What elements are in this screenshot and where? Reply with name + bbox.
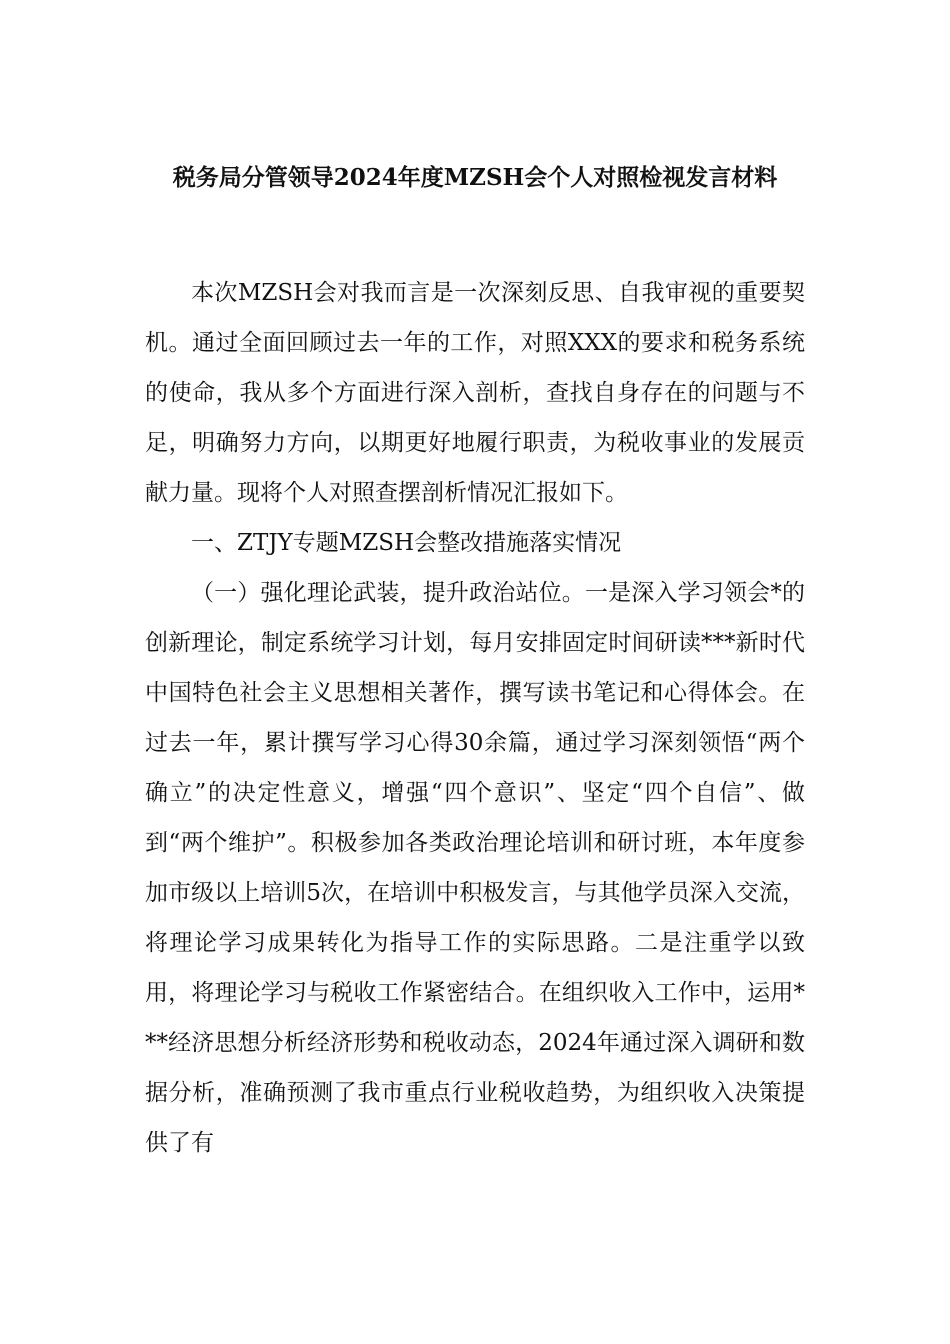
section-heading-1: 一、ZTJY专题MZSH会整改措施落实情况 bbox=[191, 530, 622, 556]
document-title: 税务局分管领导2024年度MZSH会个人对照检视发言材料 bbox=[172, 164, 778, 191]
document-body bbox=[145, 268, 805, 1168]
paragraph-section-1-1: （一）强化理论武装，提升政治站位。一是深入学习领会*的创新理论，制定系统学习计划，每月安排固定时间研读***新时代中国特色社会主义思想相关著作，撰写读书笔记和心得体会。在过去一年，累计撰写学习心得30余篇，通过学习深刻领悟“两个确立”的决定性意义，增强“四个意识”、坚定“四个自信”、做到“两个维护”。积极参加各类政治理论培训和研讨班，本年度参加市级以上培训5次，在培训中积极发言，与其他学员深入交流，将理论学习成果转化为指导工作的实际思路。二是注重学以致用，将理论学习与税收工作紧密结合。在组织收入工作中，运用***经济思想分析经济形势和税收动态，2024年通过深入调研和数据分析，准确预测了我市重点行业税收趋势，为组织收入决策提供了有 bbox=[145, 580, 805, 1156]
paragraph-intro: 本次MZSH会对我而言是一次深刻反思、自我审视的重要契机。通过全面回顾过去一年的工作，对照XXX的要求和税务系统的使命，我从多个方面进行深入剖析，查找自身存在的问题与不足，明确努力方向，以期更好地履行职责，为税收事业的发展贡献力量。现将个人对照查摆剖析情况汇报如下。 bbox=[145, 280, 805, 506]
